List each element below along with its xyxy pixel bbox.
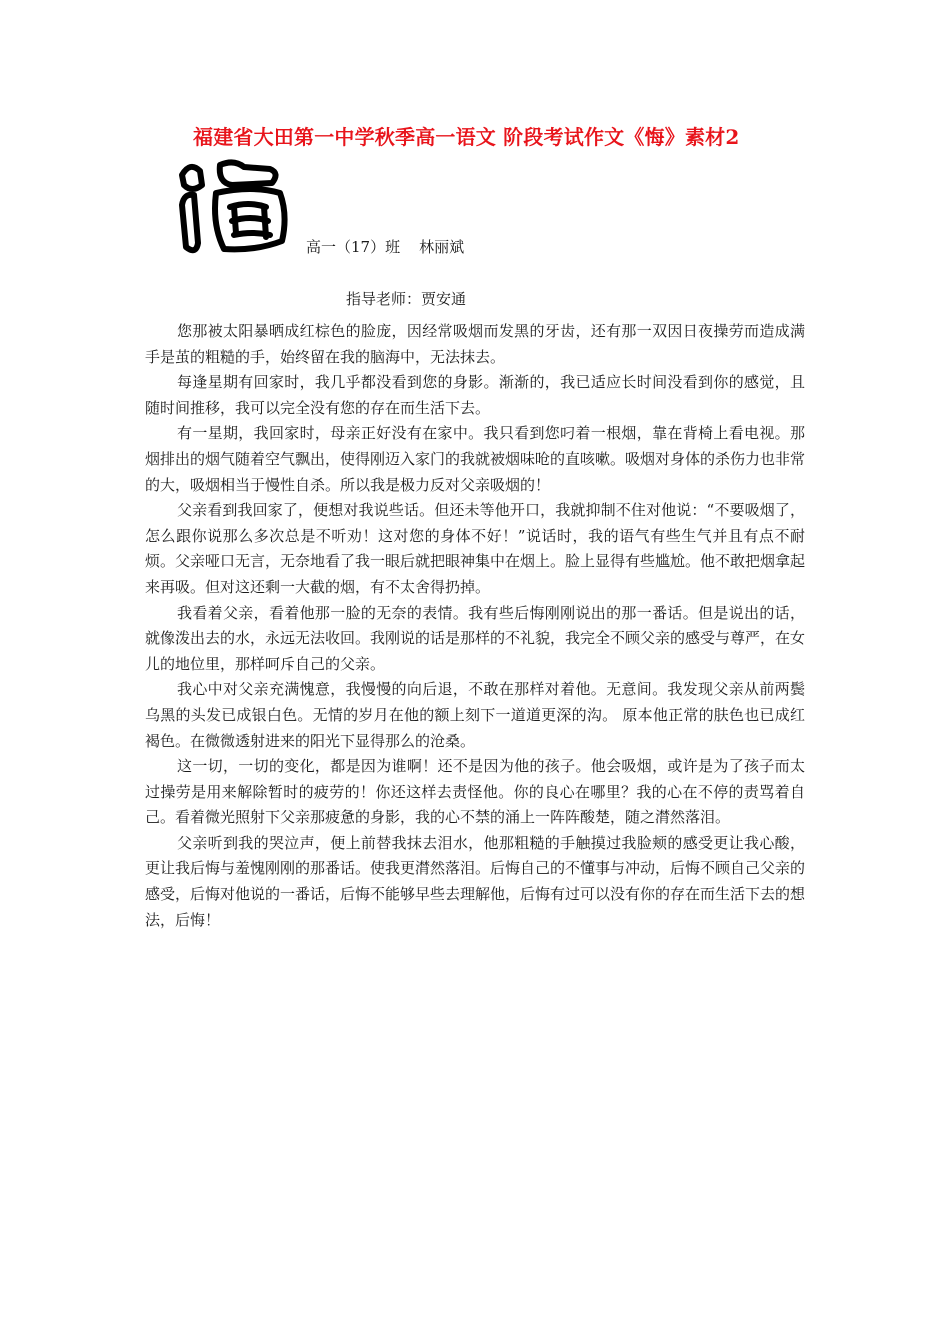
paragraph: 您那被太阳暴晒成红棕色的脸庞，因经常吸烟而发黑的牙齿，还有那一双因日夜操劳而造成满手是茧的粗糙的手，始终留在我的脑海中，无法抹去。 (145, 322, 805, 366)
paragraph: 父亲听到我的哭泣声，便上前替我抹去泪水，他那粗糙的手触摸过我脸颊的感受更让我心酸，更让我后悔与羞愧刚刚的那番话。使我更潸然落泪。后悔自己的不懂事与冲动，后悔不顾自己父亲的感受，后悔对他说的一番话，后悔不能够早些去理解他，后悔有过可以没有你的存在而生活下去的想法，后悔！ (145, 833, 806, 929)
author-line: 高一（17）班 林丽斌 (306, 238, 465, 256)
paragraph: 父亲看到我回家了，便想对我说些话。但还未等他开口，我就抑制不住对他说：“不要吸烟了，怎么跟你说那么多次总是不听劝！这对您的身体不好！”说话时，我的语气有些生气并且有点不耐烦。父亲哑口无言，无奈地看了我一眼后就把眼神集中在烟上。脸上显得有些尴尬。他不敢把烟拿起来再吸。但对这还剩一大截的烟，有不太舍得扔掉。 (145, 501, 806, 596)
hui-calligraphy-logo (172, 155, 292, 260)
teacher-line: 指导老师：贾安通 (346, 290, 467, 308)
paragraph: 我心中对父亲充满愧意，我慢慢的向后退，不敢在那样对着他。无意间。我发现父亲从前两鬓乌黑的头发已成银白色。无情的岁月在他的额上刻下一道道更深的沟。 原本他正常的肤色也已成红褐色。在微微透射进来的阳光下显得那么的沧桑。 (145, 680, 805, 750)
essay-body (145, 319, 805, 933)
paragraph: 每逢星期有回家时，我几乎都没看到您的身影。渐渐的，我已适应长时间没看到你的感觉，且随时间推移，我可以完全没有您的存在而生活下去。 (145, 373, 805, 417)
paragraph: 我看着父亲，看着他那一脸的无奈的表情。我有些后悔刚刚说出的那一番话。但是说出的话，就像泼出去的水，永远无法收回。我刚说的话是那样的不礼貌，我完全不顾父亲的感受与尊严，在女儿的地位里，那样呵斥自己的父亲。 (145, 603, 806, 673)
paragraph: 有一星期，我回家时，母亲正好没有在家中。我只看到您叼着一根烟，靠在背椅上看电视。那烟排出的烟气随着空气飘出，使得刚迈入家门的我就被烟味呛的直咳嗽。吸烟对身体的杀伤力也非常的大，吸烟相当于慢性自杀。所以我是极力反对父亲吸烟的！ (145, 424, 806, 494)
document-title: 福建省大田第一中学秋季高一语文 阶段考试作文《悔》素材2 (193, 125, 740, 149)
paragraph: 这一切，一切的变化，都是因为谁啊！还不是因为他的孩子。他会吸烟，或许是为了孩子而太过操劳是用来解除暂时的疲劳的！你还这样去责怪他。你的良心在哪里？我的心在不停的责骂着自己。看着微光照射下父亲那疲惫的身影，我的心不禁的涌上一阵阵酸楚，随之潸然落泪。 (145, 757, 805, 827)
